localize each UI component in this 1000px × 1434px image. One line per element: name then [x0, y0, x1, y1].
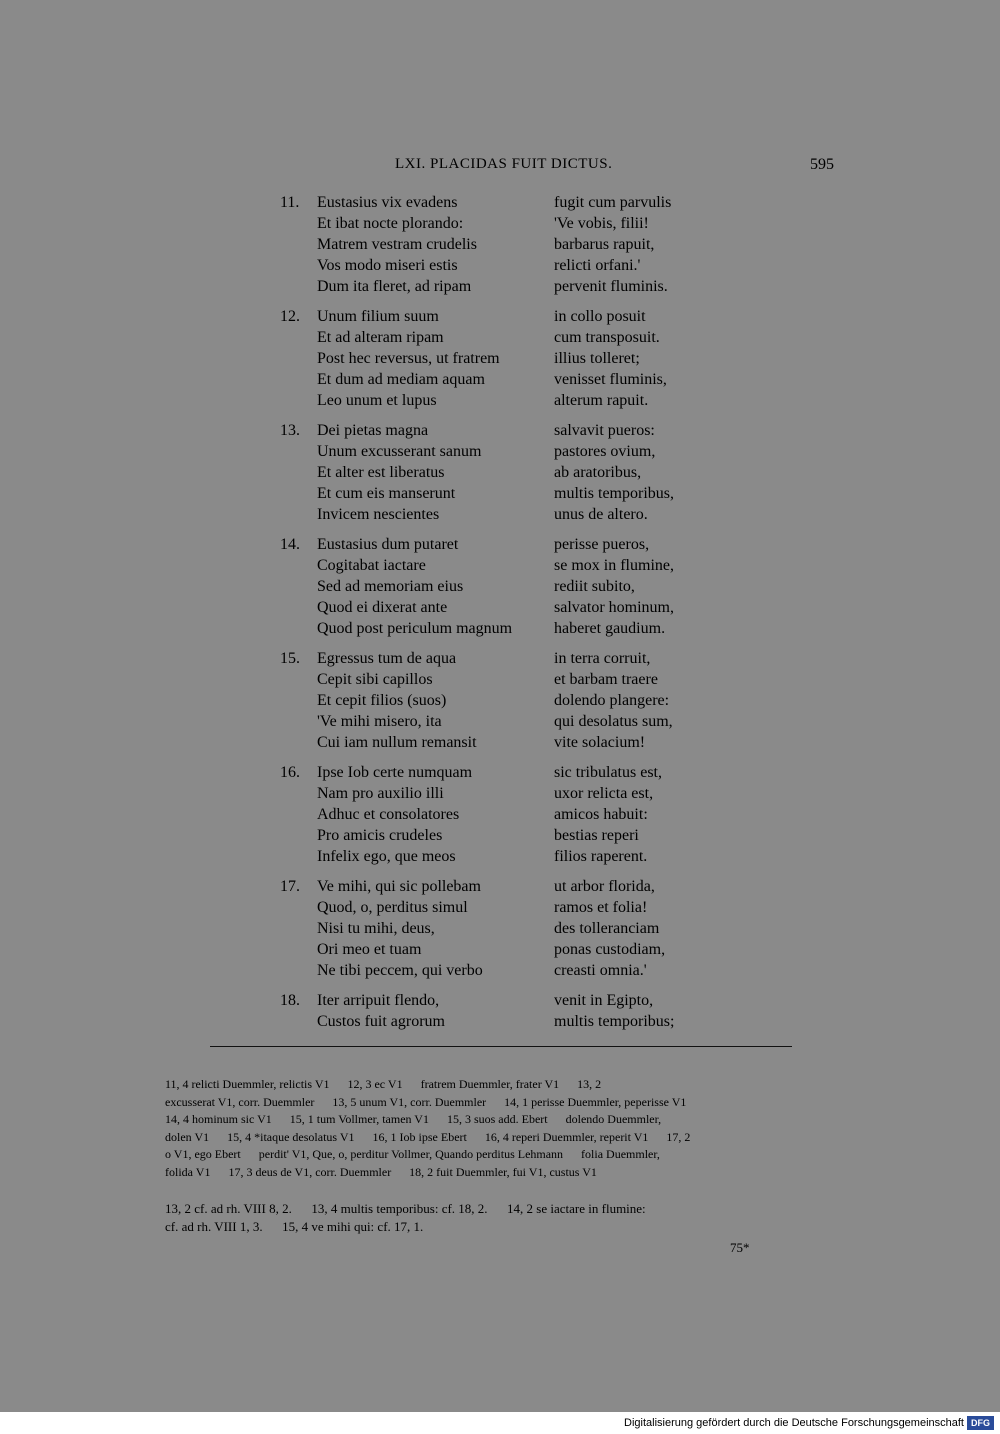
- verse-right: dolendo plangere:: [554, 692, 670, 709]
- verse-right: rediit subito,: [554, 578, 635, 595]
- verse-left: Et alter est liberatus: [317, 464, 445, 481]
- verse-right: venit in Egipto,: [554, 992, 654, 1009]
- verse-left: Et ibat nocte plorando:: [317, 215, 464, 232]
- verse-left: Eustasius vix evadens: [317, 194, 458, 211]
- verse-left: Unum filium suum: [317, 308, 439, 325]
- verse-line: [280, 804, 840, 825]
- source-notes: [165, 1200, 837, 1235]
- verse-line: [280, 534, 840, 555]
- verse-right: venisset fluminis,: [554, 371, 667, 388]
- verse-left: Cepit sibi capillos: [317, 671, 433, 688]
- verse-right: ab aratoribus,: [554, 464, 642, 481]
- verse-left: Infelix ego, que meos: [317, 848, 456, 865]
- stanza: [280, 876, 840, 981]
- verse-left: Leo unum et lupus: [317, 392, 437, 409]
- verse-line: [280, 825, 840, 846]
- poem-body: [280, 192, 840, 1041]
- verse-right: amicos habuit:: [554, 806, 648, 823]
- verse-right: vite solacium!: [554, 734, 646, 751]
- verse-right: illius tolleret;: [554, 350, 640, 367]
- verse-line: [280, 462, 840, 483]
- apparatus-line: excusserat V1, corr. Duemmler 13, 5 unum V1, corr. Duemmler 14, 1 perisse Duemmler, peperisse V1: [165, 1094, 687, 1109]
- verse-line: [280, 1011, 840, 1032]
- stanza-number: 11.: [280, 194, 300, 211]
- verse-right: uxor relicta est,: [554, 785, 654, 802]
- verse-right: ramos et folia!: [554, 899, 648, 916]
- verse-line: [280, 990, 840, 1011]
- stanza: [280, 420, 840, 525]
- stanza-number: 12.: [280, 308, 300, 325]
- verse-left: Iter arripuit flendo,: [317, 992, 440, 1009]
- verse-left: Egressus tum de aqua: [317, 650, 457, 667]
- verse-left: Et cepit filios (suos): [317, 692, 447, 709]
- apparatus-line: folida V1 17, 3 deus de V1, corr. Duemmler 18, 2 fuit Duemmler, fui V1, custus V1: [165, 1164, 597, 1179]
- verse-line: [280, 390, 840, 411]
- apparatus-line: dolen V1 15, 4 *itaque desolatus V1 16, 1 Iob ipse Ebert 16, 4 reperi Duemmler, reperit V1 17, 2: [165, 1129, 691, 1144]
- verse-left: Eustasius dum putaret: [317, 536, 459, 553]
- verse-right: multis temporibus;: [554, 1013, 675, 1030]
- verse-line: [280, 618, 840, 639]
- footer-bar: [0, 1412, 1000, 1434]
- verse-left: Et ad alteram ripam: [317, 329, 444, 346]
- stanza: [280, 990, 840, 1032]
- verse-line: [280, 669, 840, 690]
- verse-right: salvavit pueros:: [554, 422, 655, 439]
- verse-left: Quod ei dixerat ante: [317, 599, 448, 616]
- verse-line: [280, 711, 840, 732]
- stanza: [280, 762, 840, 867]
- verse-left: Dum ita fleret, ad ripam: [317, 278, 472, 295]
- verse-line: [280, 504, 840, 525]
- verse-right: pastores ovium,: [554, 443, 656, 460]
- verse-line: [280, 306, 840, 327]
- verse-left: Ve mihi, qui sic pollebam: [317, 878, 481, 895]
- verse-line: [280, 576, 840, 597]
- verse-line: [280, 918, 840, 939]
- verse-left: Vos modo miseri estis: [317, 257, 458, 274]
- footnote-rule: [210, 1046, 792, 1047]
- verse-line: [280, 327, 840, 348]
- verse-right: et barbam traere: [554, 671, 658, 688]
- verse-right: des tolleranciam: [554, 920, 660, 937]
- verse-left: Matrem vestram crudelis: [317, 236, 477, 253]
- stanza: [280, 534, 840, 639]
- verse-right: in collo posuit: [554, 308, 646, 325]
- verse-right: se mox in flumine,: [554, 557, 674, 574]
- dfg-logo: DFG: [967, 1416, 994, 1430]
- verse-line: [280, 483, 840, 504]
- verse-line: [280, 213, 840, 234]
- apparatus-line: 14, 4 hominum sic V1 15, 1 tum Vollmer, tamen V1 15, 3 suos add. Ebert dolendo Duemmler,: [165, 1112, 662, 1126]
- verse-right: relicti orfani.': [554, 257, 641, 274]
- verse-left: Et cum eis manserunt: [317, 485, 456, 502]
- signature-mark: 75*: [730, 1240, 750, 1255]
- stanza: [280, 306, 840, 411]
- verse-line: [280, 441, 840, 462]
- footer-text: Digitalisierung gefördert durch die Deutsche Forschungsgemeinschaft: [624, 1417, 964, 1429]
- verse-left: Pro amicis crudeles: [317, 827, 443, 844]
- stanza-number: 16.: [280, 764, 300, 781]
- verse-right: cum transposuit.: [554, 329, 660, 346]
- verse-line: [280, 369, 840, 390]
- verse-left: Et dum ad mediam aquam: [317, 371, 485, 388]
- verse-line: [280, 846, 840, 867]
- stanza: [280, 192, 840, 297]
- verse-line: [280, 939, 840, 960]
- verse-left: Ne tibi peccem, qui verbo: [317, 962, 483, 979]
- verse-line: [280, 276, 840, 297]
- stanza: [280, 648, 840, 753]
- verse-right: ponas custodiam,: [554, 941, 666, 958]
- verse-left: Cui iam nullum remansit: [317, 734, 477, 751]
- verse-line: [280, 234, 840, 255]
- verse-line: [280, 648, 840, 669]
- verse-left: Custos fuit agrorum: [317, 1013, 445, 1030]
- verse-right: qui desolatus sum,: [554, 713, 673, 730]
- verse-left: Ipse Iob certe numquam: [317, 764, 473, 781]
- stanza-number: 17.: [280, 878, 300, 895]
- apparatus-line: 11, 4 relicti Duemmler, relictis V1 12, 3 ec V1 fratrem Duemmler, frater V1 13, 2: [165, 1077, 602, 1091]
- verse-right: creasti omnia.': [554, 962, 647, 979]
- verse-right: perisse pueros,: [554, 536, 650, 553]
- critical-apparatus: [165, 1076, 837, 1181]
- verse-line: [280, 597, 840, 618]
- stanza-number: 18.: [280, 992, 300, 1009]
- verse-right: filios raperent.: [554, 848, 648, 865]
- verse-line: [280, 690, 840, 711]
- stanza-number: 14.: [280, 536, 300, 553]
- verse-line: [280, 960, 840, 981]
- verse-left: Unum excusserant sanum: [317, 443, 482, 460]
- stanza-number: 13.: [280, 422, 300, 439]
- verse-right: ut arbor florida,: [554, 878, 655, 895]
- verse-left: Dei pietas magna: [317, 422, 429, 439]
- verse-line: [280, 420, 840, 441]
- notes-line: cf. ad rh. VIII 1, 3. 15, 4 ve mihi qui: cf. 17, 1.: [165, 1218, 424, 1234]
- stanza-number: 15.: [280, 650, 300, 667]
- verse-right: in terra corruit,: [554, 650, 651, 667]
- verse-line: [280, 348, 840, 369]
- verse-right: pervenit fluminis.: [554, 278, 668, 295]
- verse-line: [280, 876, 840, 897]
- verse-left: Quod, o, perditus simul: [317, 899, 468, 916]
- verse-line: [280, 255, 840, 276]
- verse-right: 'Ve vobis, filii!: [554, 215, 649, 232]
- verse-right: bestias reperi: [554, 827, 639, 844]
- verse-left: Adhuc et consolatores: [317, 806, 460, 823]
- notes-line: 13, 2 cf. ad rh. VIII 8, 2. 13, 4 multis temporibus: cf. 18, 2. 14, 2 se iactare in flumine:: [165, 1201, 646, 1216]
- verse-left: Nisi tu mihi, deus,: [317, 920, 435, 937]
- verse-right: haberet gaudium.: [554, 620, 666, 637]
- verse-left: Sed ad memoriam eius: [317, 578, 464, 595]
- page-number: 595: [810, 156, 834, 173]
- verse-left: Post hec reversus, ut fratrem: [317, 350, 500, 367]
- verse-line: [280, 732, 840, 753]
- verse-left: 'Ve mihi misero, ita: [317, 713, 442, 730]
- verse-line: [280, 897, 840, 918]
- verse-right: fugit cum parvulis: [554, 194, 672, 211]
- verse-left: Quod post periculum magnum: [317, 620, 513, 637]
- verse-right: sic tribulatus est,: [554, 764, 662, 781]
- verse-line: [280, 192, 840, 213]
- verse-right: barbarus rapuit,: [554, 236, 655, 253]
- apparatus-line: o V1, ego Ebert perdit' V1, Que, o, perditur Vollmer, Quando perditus Lehmann folia Duemmler,: [165, 1147, 660, 1161]
- verse-right: unus de altero.: [554, 506, 648, 523]
- running-head: LXI. PLACIDAS FUIT DICTUS.: [395, 156, 613, 172]
- verse-right: salvator hominum,: [554, 599, 674, 616]
- verse-left: Nam pro auxilio illi: [317, 785, 444, 802]
- verse-line: [280, 762, 840, 783]
- verse-left: Invicem nescientes: [317, 506, 440, 523]
- verse-right: multis temporibus,: [554, 485, 674, 502]
- verse-left: Cogitabat iactare: [317, 557, 426, 574]
- verse-right: alterum rapuit.: [554, 392, 649, 409]
- verse-line: [280, 783, 840, 804]
- verse-left: Ori meo et tuam: [317, 941, 422, 958]
- verse-line: [280, 555, 840, 576]
